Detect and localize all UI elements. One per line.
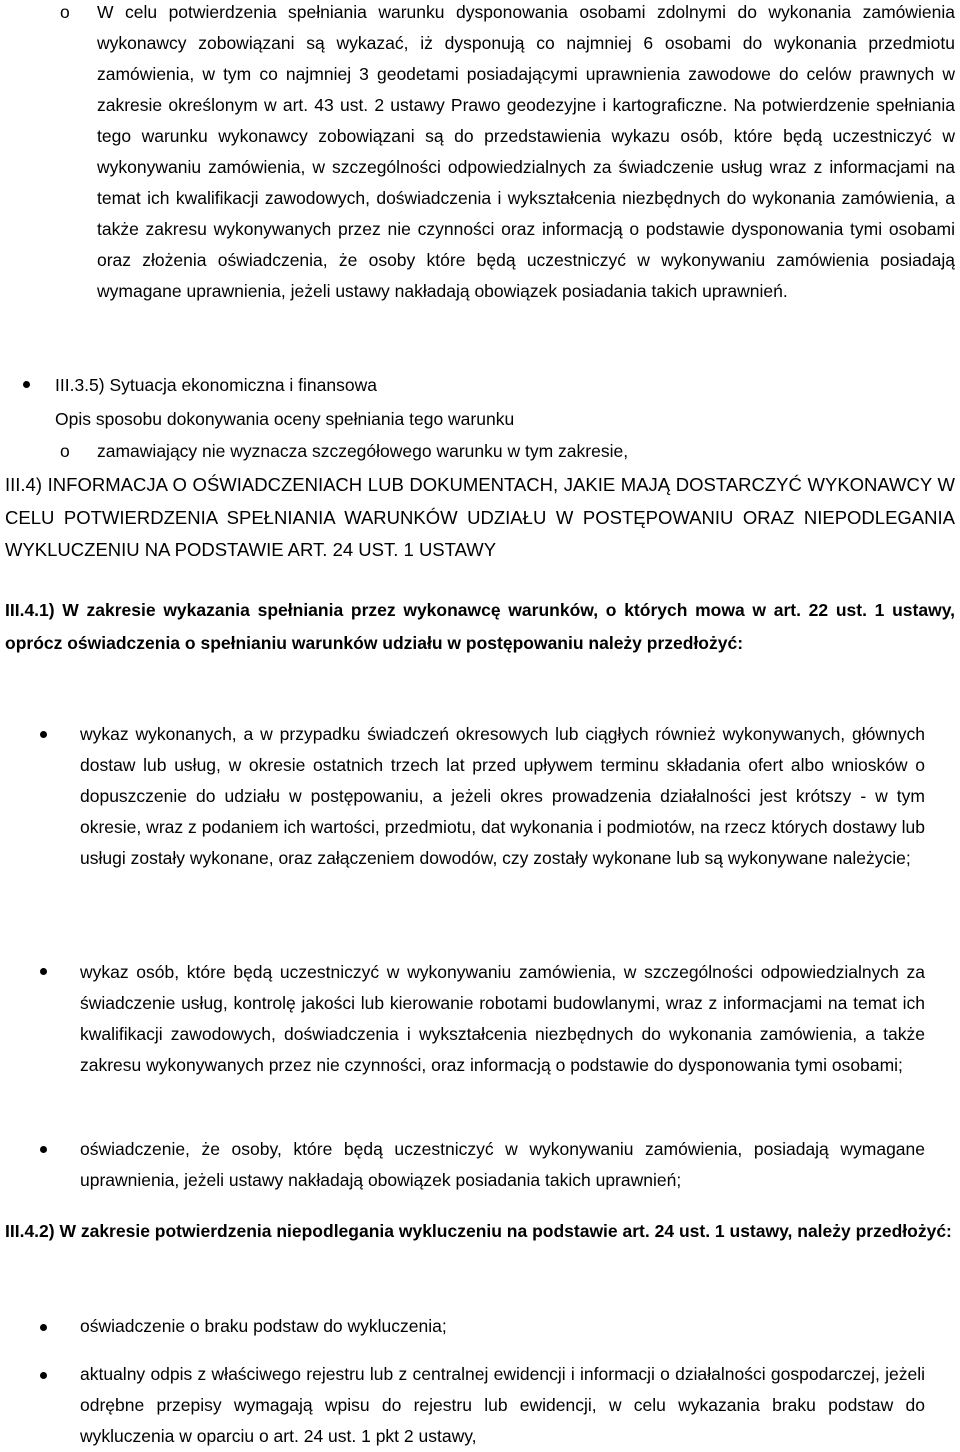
intro-paragraph: W celu potwierdzenia spełniania warunku dysponowania osobami zdolnymi do wykonania zamówienia wykonawcy zobowiązani są wykazać, iż dysponują co najmniej 6 osobami do wykonania przedmiotu zamówienia, w tym co najmniej 3 geodetami posiadającymi uprawnienia zawodowe do celów prawnych w zakresie określonym w art. 43 ust. 2 ustawy Prawo geodezyjne i kartograficzne. Na potwierdzenie spełniania tego warunku wykonawcy zobowiązani są do przedstawienia wykazu osób, które będą uczestniczyć w wykonywaniu zamówienia, w szczególności odpowiedzialnych za świadczenie usług wraz z informacjami na temat ich kwalifikacji zawodowych, doświadczenia i wykształcenia niezbędnych do wykonania zamówienia, a także zakresu wykonywanych przez nie czynności oraz informacją o podstawie dysponowania tymi osobami oraz złożenia oświadczenia, że osoby które będą uczestniczyć w wykonywaniu zamówienia posiadają wymagane uprawnienia, jeżeli ustawy nakładają obowiązek posiadania takich uprawnień. [97,2,955,301]
bullet-icon [40,1324,47,1331]
bullet-icon [23,381,30,388]
list-item: oświadczenie o braku podstaw do wykluczenia; [80,1316,447,1336]
section-heading-3-3-5: III.3.5) Sytuacja ekonomiczna i finansowa [55,375,377,395]
section-subheading-3-3-5: Opis sposobu dokonywania oceny spełniania tego warunku [55,409,515,429]
list-item: wykaz osób, które będą uczestniczyć w wykonywaniu zamówienia, w szczególności odpowiedzialnych za świadczenie usług, kontrolę jakości lub kierowanie robotami budowlanymi, wraz z informacjami na temat ich kwalifikacji zawodowych, doświadczenia i wykształcenia niezbędnych do wykonania zamówienia, a także zakresu wykonywanych przez nie czynności, oraz informacją o podstawie do dysponowania tymi osobami; [80,962,925,1075]
section-heading-3-4-1: III.4.1) W zakresie wykazania spełniania przez wykonawcę warunków, o których mowa w art. 22 ust. 1 ustawy, oprócz oświadczenia o spełnianiu warunków udziału w postępowaniu należy przedłożyć: [5,600,955,653]
section-3-3-5-item: zamawiający nie wyznacza szczegółowego warunku w tym zakresie, [97,441,629,461]
list-marker-o: o [60,441,70,461]
bullet-icon [40,731,47,738]
bullet-icon [40,1372,47,1379]
section-heading-3-4-2: III.4.2) W zakresie potwierdzenia niepodlegania wykluczeniu na podstawie art. 24 ust. 1 ustawy, należy przedłożyć: [5,1221,952,1241]
list-item: wykaz wykonanych, a w przypadku świadczeń okresowych lub ciągłych również wykonywanych, głównych dostaw lub usług, w okresie ostatnich trzech lat przed upływem terminu składania ofert albo wniosków o dopuszczenie do udziału w postępowaniu, a jeżeli okres prowadzenia działalności jest krótszy - w tym okresie, wraz z podaniem ich wartości, przedmiotu, dat wykonania i podmiotów, na rzecz których dostawy lub usługi zostały wykonane, oraz załączeniem dowodów, czy zostały wykonane lub są wykonywane należycie; [80,724,925,868]
list-item: aktualny odpis z właściwego rejestru lub z centralnej ewidencji i informacji o działalności gospodarczej, jeżeli odrębne przepisy wymagają wpisu do rejestru lub ewidencji, w celu wykazania braku podstaw do wykluczenia w oparciu o art. 24 ust. 1 pkt 2 ustawy, [80,1364,925,1446]
section-heading-3-4: III.4) INFORMACJA O OŚWIADCZENIACH LUB DOKUMENTACH, JAKIE MAJĄ DOSTARCZYĆ WYKONAWCY W CELU POTWIERDZENIA SPEŁNIANIA WARUNKÓW UDZIAŁU W POSTĘPOWANIU ORAZ NIEPODLEGANIA WYKLUCZENIU NA PODSTAWIE ART. 24 UST. 1 USTAWY [5,474,955,560]
list-marker-o: o [60,2,70,22]
list-item: oświadczenie, że osoby, które będą uczestniczyć w wykonywaniu zamówienia, posiadają wymagane uprawnienia, jeżeli ustawy nakładają obowiązek posiadania takich uprawnień; [80,1139,925,1190]
bullet-icon [40,1146,47,1153]
bullet-icon [40,968,47,975]
